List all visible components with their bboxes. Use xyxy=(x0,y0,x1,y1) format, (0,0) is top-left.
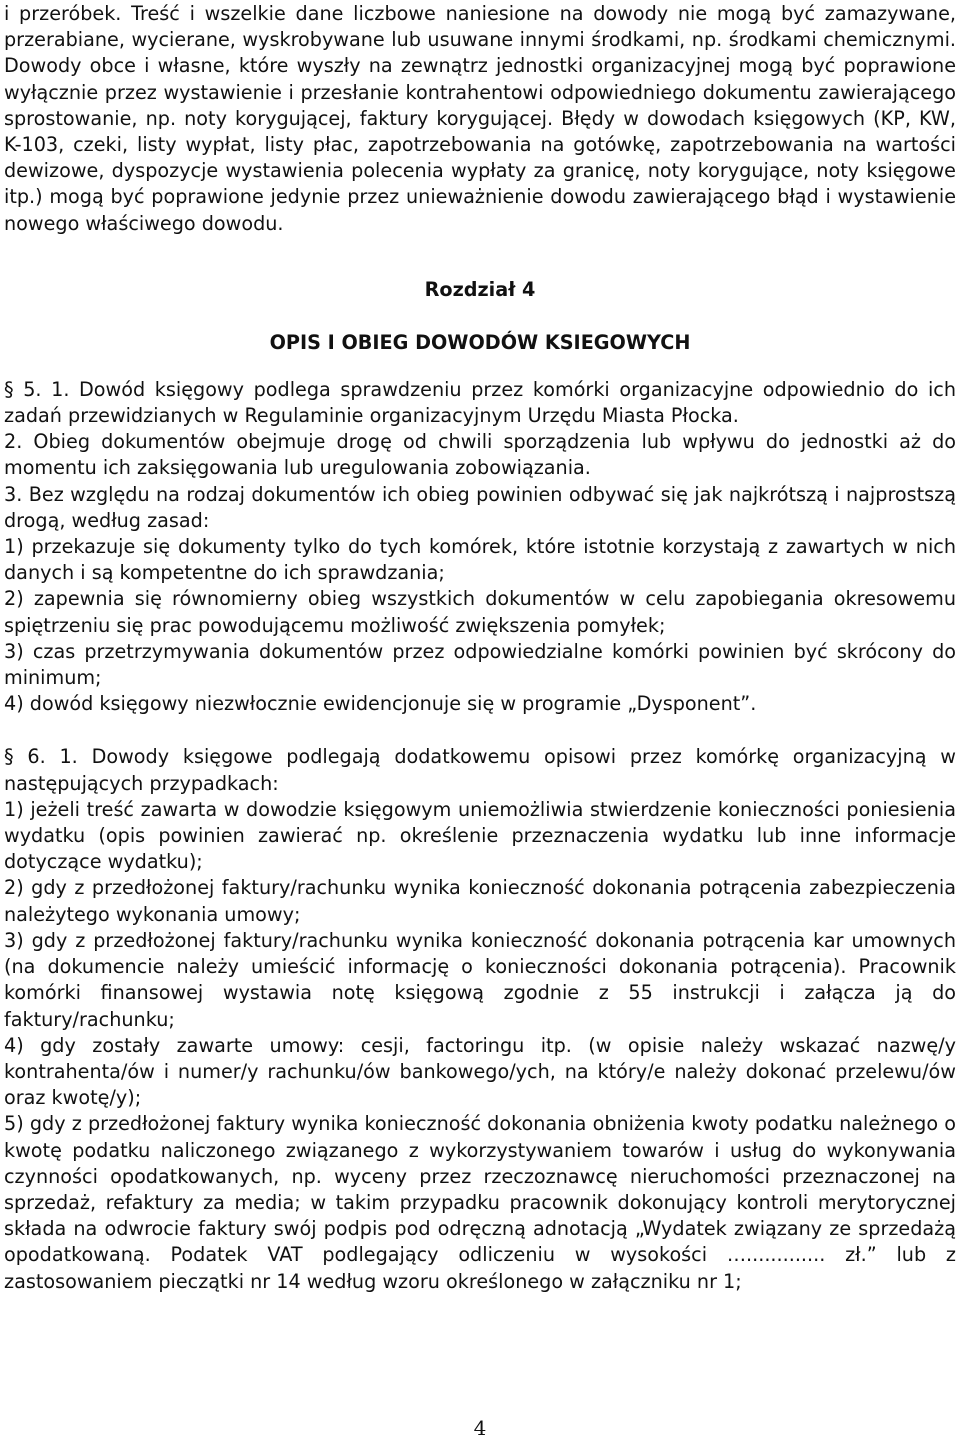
document-page xyxy=(4,0,956,1295)
section-5-paragraph-2: 2. Obieg dokumentów obejmuje drogę od chwili sporządzenia lub wpływu do jednostki aż do momentu ich zaksięgowania lub uregulowania zobowiązania. xyxy=(4,430,956,480)
section-5-list-item-1: 1) przekazuje się dokumenty tylko do tych komórek, które istotnie korzystają z zawartych w nich danych i są kompetentne do ich sprawdzania; xyxy=(4,535,956,585)
section-6-paragraph-1: § 6. 1. Dowody księgowe podlegają dodatkowemu opisowi przez komórkę organizacyjną w następujących przypadkach: xyxy=(4,745,956,795)
section-5 xyxy=(4,377,956,718)
section-5-list-item-2: 2) zapewnia się równomierny obieg wszystkich dokumentów w celu zapobiegania okresowemu spiętrzeniu się prac powodującemu możliwość zwiększenia pomyłek; xyxy=(4,587,956,637)
section-5-list-item-4: 4) dowód księgowy niezwłocznie ewidencjonuje się w programie „Dysponent”. xyxy=(4,692,757,716)
section-5-paragraph-1: § 5. 1. Dowód księgowy podlega sprawdzeniu przez komórki organizacyjne odpowiednio do ich zadań przewidzianych w Regulaminie organizacyjnym Urzędu Miasta Płocka. xyxy=(4,377,956,428)
page-number: 4 xyxy=(473,1416,487,1440)
chapter-number: Rozdział 4 xyxy=(424,277,536,301)
section-5-list-item-3: 3) czas przetrzymywania dokumentów przez odpowiedzialne komórki powinien być skrócony do minimum; xyxy=(4,639,956,690)
section-6-list-item-4: 4) gdy zostały zawarte umowy: cesji, factoringu itp. (w opisie należy wskazać nazwę/y kontrahenta/ów i numer/y rachunku/ów bankowego/ych, na który/e należy dokonać przelewu/ów oraz kwotę/y); xyxy=(4,1033,956,1110)
section-6-list-item-2: 2) gdy z przedłożonej faktury/rachunku wynika konieczność dokonania potrącenia zabezpieczenia należytego wykonania umowy; xyxy=(4,876,956,926)
section-6-list-item-1: 1) jeżeli treść zawarta w dowodzie księgowym uniemożliwia stwierdzenie konieczności poniesienia wydatku (opis powinien zawierać np. określenie przeznaczenia wydatku lub inne informacje dotyczące wydatku); xyxy=(4,797,956,874)
section-6 xyxy=(4,744,956,1294)
section-5-paragraph-3: 3. Bez względu na rodzaj dokumentów ich obieg powinien odbywać się jak najkrótszą i najprostszą drogą, według zasad: xyxy=(4,482,956,532)
section-6-list-item-3: 3) gdy z przedłożonej faktury/rachunku wynika konieczność dokonania potrącenia kar umownych (na dokumencie należy umieścić informację o konieczności dokonania potrącenia). Pracownik komórki finansowej wystawia notę księgową zgodnie z 55 instrukcji i załącza ją do faktury/rachunku; xyxy=(4,928,956,1031)
chapter-title: OPIS I OBIEG DOWODÓW KSIEGOWYCH xyxy=(269,330,691,354)
section-6-list-item-5: 5) gdy z przedłożonej faktury wynika konieczność dokonania obniżenia kwoty podatku należnego o kwotę podatku naliczonego związanego z wykorzystywaniem towarów i usług do wykonywania czynności opodatkowanych, np. wyceny przez rzeczoznawcę nieruchomości przeznaczonej na sprzedaż, refaktury za media; w takim przypadku pracownik dokonujący kontroli merytorycznej składa na odwrocie faktury swój podpis pod odręczną adnotacją „Wydatek związany ze sprzedażą opodatkowaną. Podatek VAT podlegający odliczeniu w wysokości …............. zł.” lub z zastosowaniem pieczątki nr 14 według wzoru określonego w załączniku nr 1; xyxy=(4,1112,956,1293)
body-paragraph: i przeróbek. Treść i wszelkie dane liczbowe naniesione na dowody nie mogą być zamazywane, przerabiane, wycierane, wyskrobywane lub usuwane innymi środkami, np. środkami chemicznymi. Dowody obce i własne, które wyszły na zewnątrz jednostki organizacyjnej mogą być poprawione wyłącznie przez wystawienie i przesłanie kontrahentowi odpowiedniego dokumentu zawierającego sprostowanie, np. noty korygującej, faktury korygującej. Błędy w dowodach księgowych (KP, KW, K-103, czeki, listy wypłat, listy płac, zapotrzebowania na gotówkę, zapotrzebowania na wartości dewizowe, dyspozycje wystawienia polecenia wypłaty za granicę, noty korygujące, noty księgowe itp.) mogą być poprawione jedynie przez unieważnienie dowodu zawierającego błąd i wystawienie nowego właściwego dowodu. xyxy=(4,2,956,235)
